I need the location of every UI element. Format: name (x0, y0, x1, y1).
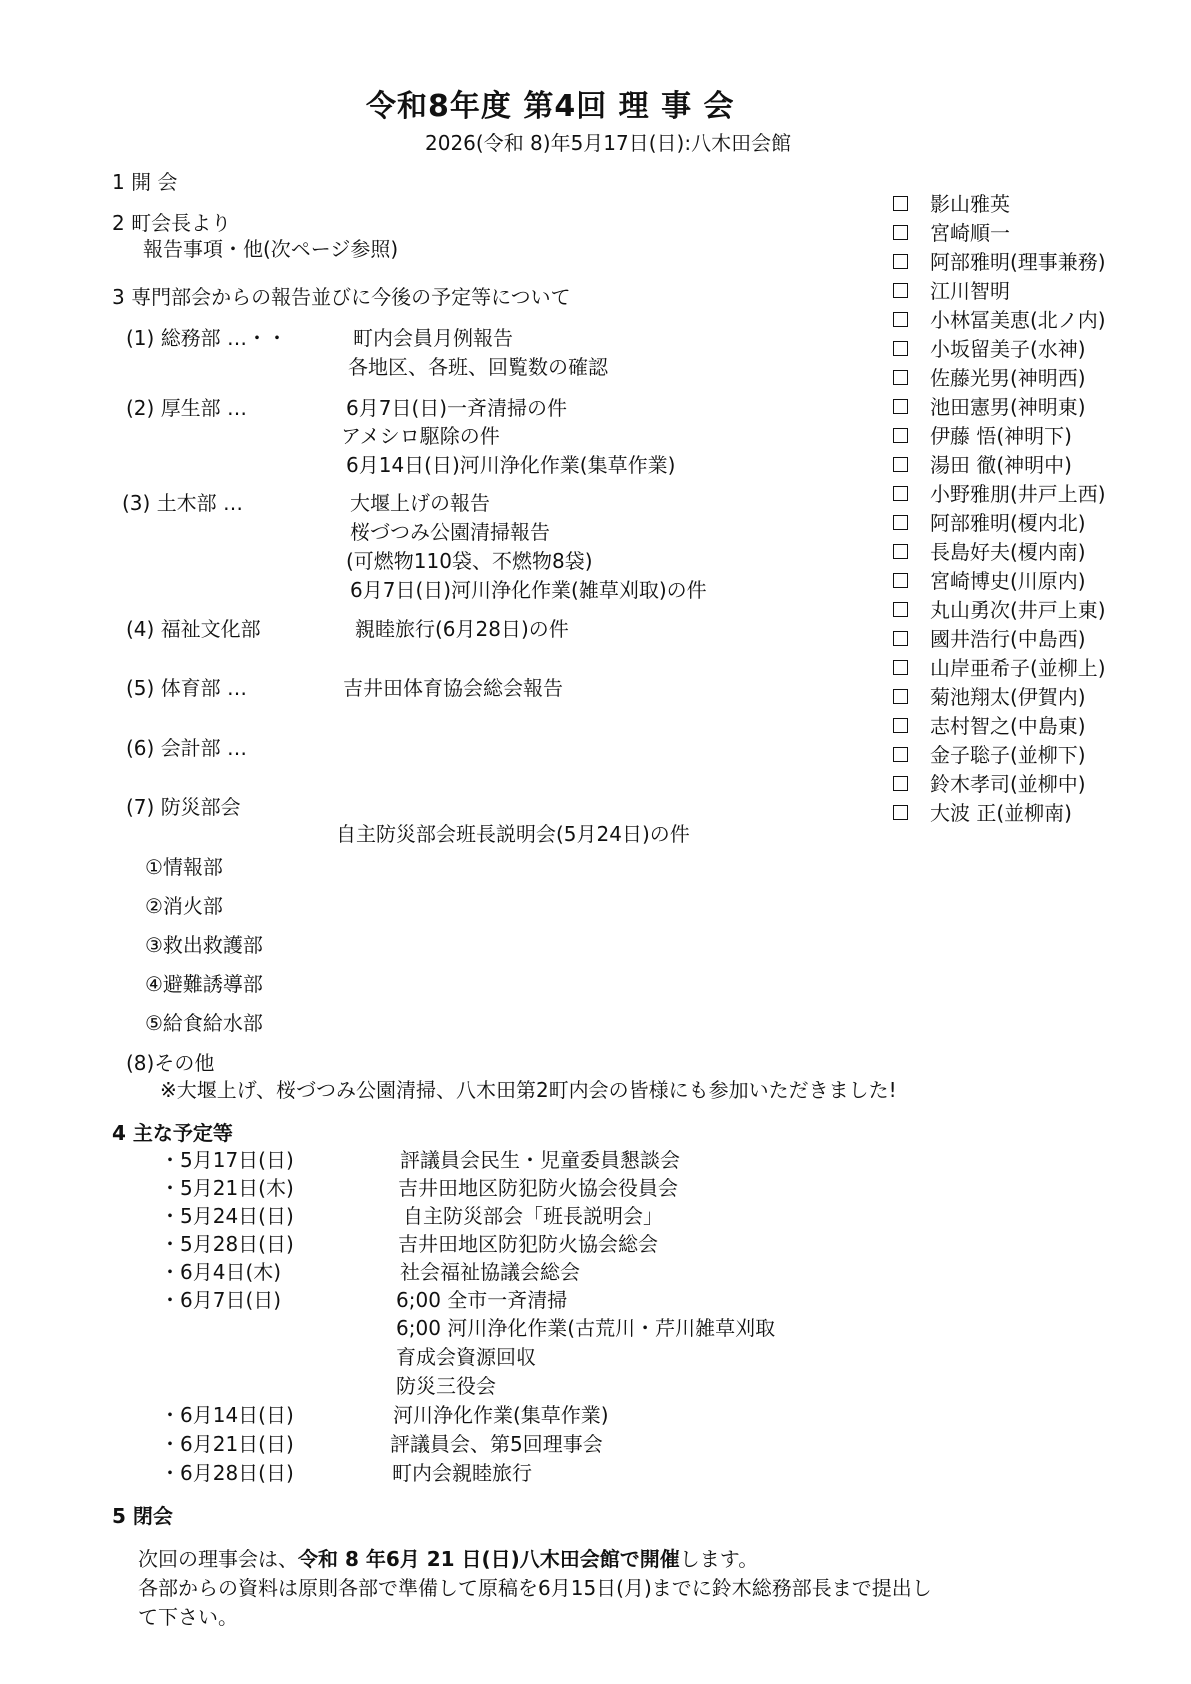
schedule-date: ・6月4日(木) (160, 1260, 282, 1284)
page-title: 令和8年度 第4回 理 事 会 (366, 89, 735, 124)
dept-doboku-label: (3) 土木部 … (122, 491, 244, 515)
dept-kousei-label: (2) 厚生部 … (126, 396, 248, 420)
schedule-date: ・6月7日(日) (160, 1288, 282, 1312)
dept-fukushi-label: (4) 福祉文化部 (126, 617, 261, 641)
dept-somu-line: 町内会員月例報告 (353, 326, 513, 350)
member-name: 影山雅英 (930, 192, 1010, 216)
member-entry (893, 629, 1086, 649)
member-entry (893, 426, 1072, 446)
bousai-sub-item: ③救出救護部 (145, 933, 263, 957)
member-entry (893, 310, 1106, 330)
schedule-event: 自主防災部会「班長説明会」 (403, 1204, 663, 1228)
member-name: 小林冨美恵(北ノ内) (930, 308, 1106, 332)
member-entry (893, 687, 1086, 707)
checkbox[interactable] (893, 254, 908, 269)
member-entry (893, 600, 1106, 620)
member-name: 阿部雅明(理事兼務) (930, 250, 1106, 274)
member-entry (893, 339, 1086, 359)
checkbox[interactable] (893, 283, 908, 298)
member-entry (893, 368, 1086, 388)
checkbox[interactable] (893, 370, 908, 385)
closing-notice-line1 (138, 1549, 758, 1569)
member-entry (893, 484, 1106, 504)
next-meeting-info: 令和 8 年6月 21 日(日)八木田会館で開催 (298, 1547, 680, 1571)
checkbox[interactable] (893, 486, 908, 501)
dept-taiiku-label: (5) 体育部 … (126, 676, 248, 700)
member-name: 江川智明 (930, 279, 1010, 303)
dept-doboku-line: 大堰上げの報告 (350, 491, 490, 515)
closing-notice-line2: 各部からの資料は原則各部で準備して原稿を6月15日(月)までに鈴木総務部長まで提出し (138, 1576, 932, 1600)
schedule-date: ・5月28日(日) (160, 1232, 294, 1256)
agenda-item-4: 4 主な予定等 (112, 1121, 233, 1145)
member-entry (893, 803, 1072, 823)
schedule-event: 評議員会、第5回理事会 (390, 1432, 603, 1456)
member-name: 湯田 徹(神明中) (930, 453, 1072, 477)
schedule-date: ・5月21日(木) (160, 1176, 294, 1200)
member-name: 小坂留美子(水神) (930, 337, 1086, 361)
checkbox[interactable] (893, 196, 908, 211)
checkbox[interactable] (893, 718, 908, 733)
dept-doboku-line: (可燃物110袋、不燃物8袋) (346, 549, 593, 573)
schedule-event: 育成会資源回収 (396, 1345, 536, 1369)
member-name: 池田憲男(神明東) (930, 395, 1086, 419)
checkbox[interactable] (893, 544, 908, 559)
bousai-sub-item: ①情報部 (145, 855, 223, 879)
schedule-date: ・6月28日(日) (160, 1461, 294, 1485)
checkbox[interactable] (893, 312, 908, 327)
member-entry (893, 223, 1010, 243)
dept-other-note: ※大堰上げ、桜づつみ公園清掃、八木田第2町内会の皆様にも参加いただきました! (160, 1078, 897, 1102)
member-entry (893, 513, 1086, 533)
agenda-item-3: 3 専門部会からの報告並びに今後の予定等について (112, 285, 571, 309)
bousai-sub-item: ⑤給食給水部 (145, 1011, 263, 1035)
member-name: 菊池翔太(伊賀内) (930, 685, 1086, 709)
dept-fukushi-line: 親睦旅行(6月28日)の件 (355, 617, 569, 641)
checkbox[interactable] (893, 689, 908, 704)
schedule-event: 河川浄化作業(集草作業) (393, 1403, 609, 1427)
checkbox[interactable] (893, 457, 908, 472)
member-entry (893, 658, 1106, 678)
checkbox[interactable] (893, 573, 908, 588)
closing-text: します。 (679, 1547, 759, 1571)
dept-taiiku-line: 吉井田体育協会総会報告 (343, 676, 563, 700)
checkbox[interactable] (893, 602, 908, 617)
schedule-event: 町内会親睦旅行 (392, 1461, 532, 1485)
checkbox[interactable] (893, 631, 908, 646)
member-name: 鈴木孝司(並柳中) (930, 772, 1086, 796)
member-name: 阿部雅明(榎内北) (930, 511, 1086, 535)
dept-somu-line: 各地区、各班、回覧数の確認 (348, 355, 608, 379)
dept-somu-label: (1) 総務部 …・・ (126, 326, 288, 350)
member-name: 山岸亜希子(並柳上) (930, 656, 1106, 680)
checkbox[interactable] (893, 341, 908, 356)
checkbox[interactable] (893, 225, 908, 240)
schedule-event: 吉井田地区防犯防火協会総会 (398, 1232, 658, 1256)
dept-other-label: (8)その他 (126, 1051, 215, 1075)
checkbox[interactable] (893, 776, 908, 791)
dept-bousai-line: 自主防災部会班長説明会(5月24日)の件 (336, 822, 690, 846)
schedule-event: 社会福祉協議会総会 (400, 1260, 580, 1284)
member-name: 長島好夫(榎内南) (930, 540, 1086, 564)
agenda-item-5: 5 閉会 (112, 1504, 173, 1528)
schedule-event: 防災三役会 (396, 1374, 496, 1398)
dept-kaikei-label: (6) 会計部 … (126, 736, 248, 760)
dept-kousei-line: アメシロ駆除の件 (341, 424, 500, 448)
bousai-sub-item: ②消火部 (145, 894, 223, 918)
member-name: 大波 正(並柳南) (930, 801, 1072, 825)
dept-kousei-line: 6月14日(日)河川浄化作業(集草作業) (346, 453, 676, 477)
member-entry (893, 542, 1086, 562)
agenda-item-1: 1 開 会 (112, 170, 178, 194)
schedule-event: 6;00 河川浄化作業(古荒川・芹川雑草刈取 (396, 1316, 776, 1340)
closing-notice-line3: て下さい。 (138, 1605, 238, 1629)
member-name: 志村智之(中島東) (930, 714, 1086, 738)
member-name: 宮崎順一 (930, 221, 1010, 245)
checkbox[interactable] (893, 660, 908, 675)
schedule-event: 6;00 全市一斉清掃 (396, 1288, 568, 1312)
dept-kousei-line: 6月7日(日)一斉清掃の件 (346, 396, 568, 420)
agenda-item-2-detail: 報告事項・他(次ページ参照) (143, 237, 399, 261)
dept-doboku-line: 桜づつみ公園清掃報告 (350, 520, 550, 544)
checkbox[interactable] (893, 515, 908, 530)
closing-text: 次回の理事会は、 (138, 1547, 298, 1571)
member-name: 小野雅朋(井戸上西) (930, 482, 1106, 506)
member-entry (893, 571, 1086, 591)
member-entry (893, 716, 1086, 736)
member-entry (893, 252, 1106, 272)
schedule-event: 評議員会民生・児童委員懇談会 (400, 1148, 680, 1172)
schedule-date: ・6月14日(日) (160, 1403, 294, 1427)
meeting-date: 2026(令和 8)年5月17日(日):八木田会館 (425, 131, 792, 155)
member-entry (893, 397, 1086, 417)
member-name: 丸山勇次(井戸上東) (930, 598, 1106, 622)
schedule-date: ・5月24日(日) (160, 1204, 294, 1228)
member-name: 國井浩行(中島西) (930, 627, 1086, 651)
bousai-sub-item: ④避難誘導部 (145, 972, 263, 996)
member-entry (893, 774, 1086, 794)
schedule-date: ・6月21日(日) (160, 1432, 294, 1456)
checkbox[interactable] (893, 399, 908, 414)
member-name: 佐藤光男(神明西) (930, 366, 1086, 390)
dept-bousai-label: (7) 防災部会 (126, 795, 241, 819)
member-name: 伊藤 悟(神明下) (930, 424, 1072, 448)
member-name: 宮崎博史(川原内) (930, 569, 1086, 593)
dept-doboku-line: 6月7日(日)河川浄化作業(雑草刈取)の件 (350, 578, 707, 602)
member-entry (893, 194, 1010, 214)
checkbox[interactable] (893, 428, 908, 443)
checkbox[interactable] (893, 747, 908, 762)
member-entry (893, 281, 1010, 301)
agenda-item-2: 2 町会長より (112, 211, 232, 235)
schedule-date: ・5月17日(日) (160, 1148, 294, 1172)
checkbox[interactable] (893, 805, 908, 820)
member-entry (893, 455, 1072, 475)
member-entry (893, 745, 1086, 765)
member-name: 金子聡子(並柳下) (930, 743, 1086, 767)
schedule-event: 吉井田地区防犯防火協会役員会 (398, 1176, 678, 1200)
